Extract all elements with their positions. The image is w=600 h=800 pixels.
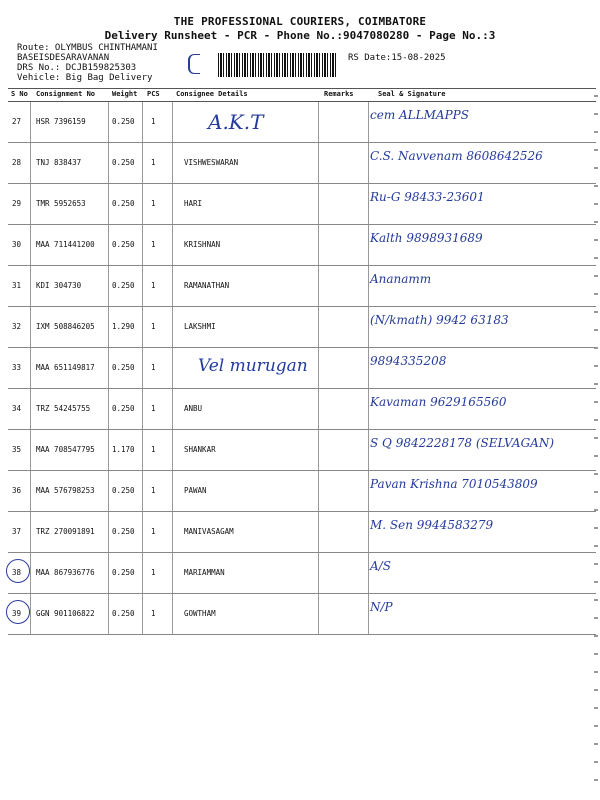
weight-cell: 0.250 xyxy=(112,240,135,249)
consignee-cell: SHANKAR xyxy=(184,445,216,454)
table-row xyxy=(8,266,596,307)
sno-cell: 32 xyxy=(12,322,22,331)
col-weight: Weight xyxy=(112,90,138,98)
table-row xyxy=(8,594,596,635)
handwritten-note: Vel murugan xyxy=(198,356,308,376)
col-pcs: PCS xyxy=(147,90,160,98)
consignee-cell: LAKSHMI xyxy=(184,322,216,331)
pcs-cell: 1 xyxy=(151,568,156,577)
table-row xyxy=(8,348,596,389)
consignment-cell: MAA 711441200 xyxy=(36,240,95,249)
consignment-cell: HSR 7396159 xyxy=(36,117,86,126)
pcs-cell: 1 xyxy=(151,404,156,413)
signature: C.S. Navvenam 8608642526 xyxy=(370,149,543,163)
pcs-cell: 1 xyxy=(151,609,156,618)
weight-cell: 0.250 xyxy=(112,158,135,167)
handwritten-note: A.K.T xyxy=(208,110,264,134)
signature: N/P xyxy=(370,600,393,614)
pcs-cell: 1 xyxy=(151,527,156,536)
company-title: THE PROFESSIONAL COURIERS, COIMBATORE xyxy=(173,15,427,28)
sno-cell: 34 xyxy=(12,404,22,413)
sno-cell: 38 xyxy=(12,568,22,577)
consignee-cell: VISHWESWARAN xyxy=(184,158,239,167)
sno-cell: 30 xyxy=(12,240,22,249)
signature: S Q 9842228178 (SELVAGAN) xyxy=(370,436,555,450)
table-row xyxy=(8,512,596,553)
consignee-cell: PAWAN xyxy=(184,486,207,495)
runsheet-subtitle: Delivery Runsheet - PCR - Phone No.:9047080280 - Page No.:3 xyxy=(104,29,496,42)
staff-label: BASEISDESARAVANAN xyxy=(17,53,110,63)
weight-cell: 0.250 xyxy=(112,486,135,495)
consignment-cell: MAA 651149817 xyxy=(36,363,95,372)
sno-cell: 39 xyxy=(12,609,22,618)
pcs-cell: 1 xyxy=(151,281,156,290)
table-header xyxy=(8,89,596,102)
pcs-cell: 1 xyxy=(151,445,156,454)
consignment-cell: MAA 867936776 xyxy=(36,568,95,577)
consignment-cell: KDI 304730 xyxy=(36,281,82,290)
table-row xyxy=(8,225,596,266)
signature: Ru-G 98433-23601 xyxy=(370,190,485,204)
weight-cell: 0.250 xyxy=(112,527,135,536)
runsheet-table xyxy=(8,88,596,635)
consignee-cell: KRISHNAN xyxy=(184,240,221,249)
consignee-cell: GOWTHAM xyxy=(184,609,216,618)
col-remarks: Remarks xyxy=(324,90,354,98)
signature: M. Sen 9944583279 xyxy=(370,518,494,532)
consignment-cell: TRZ 54245755 xyxy=(36,404,91,413)
weight-cell: 0.250 xyxy=(112,281,135,290)
pcs-cell: 1 xyxy=(151,199,156,208)
sno-cell: 36 xyxy=(12,486,22,495)
vehicle-label: Vehicle: Big Bag Delivery xyxy=(17,73,153,83)
rs-date: RS Date:15-08-2025 xyxy=(348,53,446,63)
weight-cell: 0.250 xyxy=(112,609,135,618)
table-row xyxy=(8,184,596,225)
sno-cell: 27 xyxy=(12,117,22,126)
table-row xyxy=(8,102,596,143)
barcode xyxy=(218,53,336,77)
consignment-cell: MAA 708547795 xyxy=(36,445,95,454)
pcs-cell: 1 xyxy=(151,240,156,249)
signature: A/S xyxy=(370,559,391,573)
table-row xyxy=(8,307,596,348)
weight-cell: 0.250 xyxy=(112,199,135,208)
signature: 9894335208 xyxy=(370,354,447,368)
signature: cem ALLMAPPS xyxy=(370,108,469,122)
signature: Ananamm xyxy=(370,272,432,286)
pcs-cell: 1 xyxy=(151,486,156,495)
weight-cell: 0.250 xyxy=(112,363,135,372)
consignment-cell: MAA 576798253 xyxy=(36,486,95,495)
table-row xyxy=(8,389,596,430)
sno-cell: 33 xyxy=(12,363,22,372)
signature: Kalth 9898931689 xyxy=(370,231,483,245)
table-row xyxy=(8,430,596,471)
table-row xyxy=(8,471,596,512)
table-row xyxy=(8,553,596,594)
col-consignee: Consignee Details xyxy=(176,90,248,98)
col-consignment: Consignment No xyxy=(36,90,96,98)
consignment-cell: IXM 508846205 xyxy=(36,322,95,331)
sno-cell: 29 xyxy=(12,199,22,208)
weight-cell: 0.250 xyxy=(112,404,135,413)
weight-cell: 1.170 xyxy=(112,445,135,454)
weight-cell: 0.250 xyxy=(112,117,135,126)
pcs-cell: 1 xyxy=(151,158,156,167)
drs-number: DRS No.: DCJB159825303 xyxy=(17,63,137,73)
sno-cell: 35 xyxy=(12,445,22,454)
signature: Kavaman 9629165560 xyxy=(370,395,507,409)
consignee-cell: HARI xyxy=(184,199,203,208)
consignee-cell: ANBU xyxy=(184,404,203,413)
pcs-cell: 1 xyxy=(151,322,156,331)
consignee-cell: RAMANATHAN xyxy=(184,281,230,290)
sno-cell: 37 xyxy=(12,527,22,536)
weight-cell: 1.290 xyxy=(112,322,135,331)
signature: (N/kmath) 9942 63183 xyxy=(370,313,509,327)
consignee-cell: MARIAMMAN xyxy=(184,568,225,577)
handwritten-bracket-icon xyxy=(188,54,200,74)
consignment-cell: TNJ 838437 xyxy=(36,158,82,167)
col-seal-signature: Seal & Signature xyxy=(378,90,446,98)
pcs-cell: 1 xyxy=(151,363,156,372)
consignee-cell: MANIVASAGAM xyxy=(184,527,234,536)
weight-cell: 0.250 xyxy=(112,568,135,577)
route-label: Route: OLYMBUS CHINTHAMANI xyxy=(17,43,158,53)
sno-cell: 28 xyxy=(12,158,22,167)
col-sno: S No xyxy=(11,90,28,98)
sno-cell: 31 xyxy=(12,281,22,290)
consignment-cell: GGN 901106822 xyxy=(36,609,95,618)
consignment-cell: TMR 5952653 xyxy=(36,199,86,208)
pcs-cell: 1 xyxy=(151,117,156,126)
signature: Pavan Krishna 7010543809 xyxy=(370,477,538,491)
table-row xyxy=(8,143,596,184)
consignment-cell: TRZ 270091891 xyxy=(36,527,95,536)
